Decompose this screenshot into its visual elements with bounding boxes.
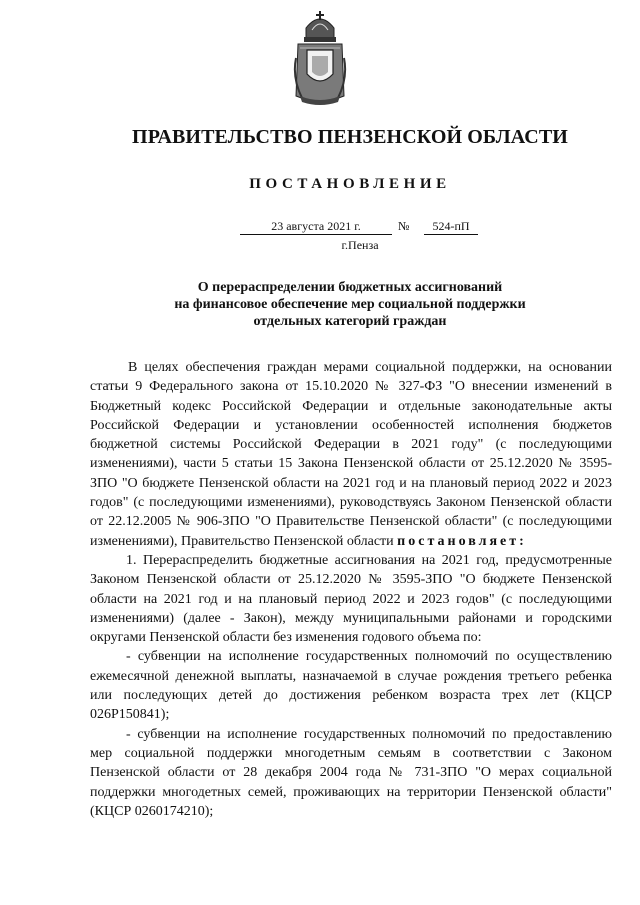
decree-number: 524-пП [424, 219, 478, 235]
document-type: ПОСТАНОВЛЕНИЕ [249, 176, 451, 192]
subject-line-1: О перераспределении бюджетных ассигнований [197, 280, 503, 295]
list-item-2: - субвенции на исполнение государственных полномочий по предоставлению мер социальной поддержки многодетным семьям в соответствии с Законом Пензенской области от 28 декабря 2004 года № 731-ЗПО "О мерах социальной поддержки многодетных семей, проживающих на территории Пензенской области" (КЦСР 0260174210); [90, 726, 612, 819]
city-name: г.Пенза [341, 238, 379, 252]
preamble-text: В целях обеспечения граждан мерами социальной поддержки, на основании статьи 9 Федерального закона от 15.10.2020 № 327-ФЗ "О внесении изменений в Бюджетный кодекс Российской Федерации и отдельные законодательные акты Российской Федерации и установлении особенностей исполнения бюджетов бюджетной системы Российской Федерации в 2021 году" (с последующими изменениями), части 5 статьи 15 Закона Пензенской области от 25.12.2020 № 3595-ЗПО "О бюджете Пензенской области на 2021 год и на плановый период 2022 и 2023 годов" (с последующими изменениями), руководствуясь Законом Пензенской области от 22.12.2005 № 906-ЗПО "О Правительстве Пензенской области" (с последующими изменениями), Правительство Пензенской области [90, 360, 612, 549]
coat-of-arms-emblem [292, 8, 348, 108]
decree-body [90, 358, 612, 821]
preamble-paragraph [90, 358, 612, 551]
decree-subject [100, 279, 600, 330]
number-sign: № [398, 219, 410, 233]
list-item-1: - субвенции на исполнение государственных полномочий по осуществлению ежемесячной денежной выплаты, назначаемой в случае рождения третьего ребенка или последующих детей до достижения ребенком возраста трех лет (КЦСР 026Р150841); [90, 649, 612, 723]
point-1-paragraph: 1. Перераспределить бюджетные ассигнования на 2021 год, предусмотренные Законом Пензенской области от 25.12.2020 № 3595-ЗПО "О бюджете Пензенской области на 2021 год и на плановый период 2022 и 2023 годов" (с последующими изменениями) (далее - Закон), между муниципальными районами и городскими округами Пензенской области без изменения годового объема по: [90, 552, 612, 646]
decides-word: постановляет: [397, 533, 527, 549]
subject-line-3: отдельных категорий граждан [253, 314, 447, 329]
decree-date: 23 августа 2021 г. [240, 219, 392, 235]
government-title: ПРАВИТЕЛЬСТВО ПЕНЗЕНСКОЙ ОБЛАСТИ [132, 126, 568, 148]
subject-line-2: на финансовое обеспечение мер социальной поддержки [174, 297, 526, 312]
